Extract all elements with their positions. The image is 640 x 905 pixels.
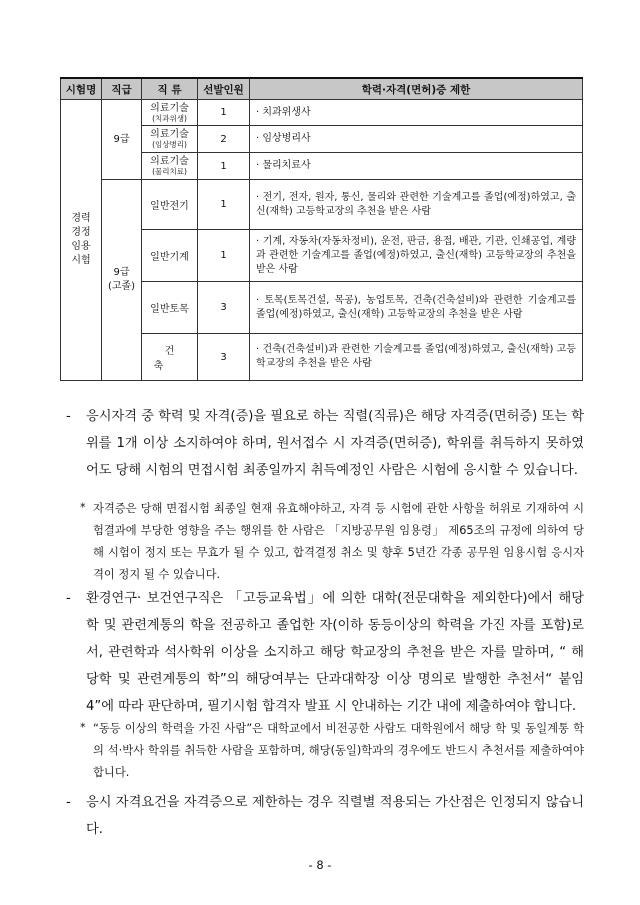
bullet-dash: - (66, 795, 71, 810)
grade-cell: 9급 (102, 100, 142, 180)
header-exam-name: 시험명 (61, 78, 102, 100)
job-label: 의료기술 (150, 156, 189, 167)
job-sub-label: (물리치료) (152, 167, 187, 176)
paragraph-qualification (66, 403, 584, 484)
exam-name-cell: 경력 경정 임용 시험 (61, 100, 102, 381)
note-asterisk: * (80, 721, 86, 734)
table-header-row (61, 78, 583, 100)
header-count: 선발인원 (198, 78, 250, 100)
requirement-cell: · 치과위생사 (250, 100, 583, 126)
job-label: 건 축 (153, 346, 197, 372)
paragraph-text: 응시 자격요건을 자격증으로 제한하는 경우 직렬별 적용되는 가산점은 인정되지 않습니다. (86, 795, 584, 837)
note-certificate (80, 498, 584, 586)
job-cell (142, 126, 198, 153)
requirement-cell: · 물리치료사 (250, 153, 583, 180)
job-cell (142, 334, 198, 381)
job-sub-label: (치과위생) (152, 113, 187, 123)
qualification-table (60, 77, 583, 381)
note-text: 자격증은 당해 면접시험 최종일 현재 유효해야하고, 자격 등 시험에 관한 사항을 허위로 기재하여 시험결과에 부당한 영향을 주는 행위를 한 사람은 「지방공무원 임용령」 제65조의 규정에 의하여 당해 시험이 정지 또는 무효가 될 수 있고, 합격결정 취소 및 향후 5년간 각종 공무원 임용시험 응시자격이 정지 될 수 있습니다. (93, 502, 584, 581)
header-job: 직 류 (142, 78, 198, 100)
paragraph-research (66, 585, 584, 720)
page-number: - 8 - (308, 858, 332, 872)
count-cell: 1 (198, 153, 250, 180)
bullet-dash: - (66, 591, 71, 606)
count-cell: 3 (198, 334, 250, 381)
count-cell: 1 (198, 230, 250, 282)
requirement-cell: · 토목(토목건설, 목공), 농업토목, 건축(건축설비)와 관련한 기술계고를 졸업(예정)하였고, 출신(재학) 고등학교장의 추천을 받은 사람 (250, 282, 583, 334)
note-text: “동등 이상의 학력을 가진 사람”은 대학교에서 비전공한 사람도 대학원에서 해당 학 및 동일계통 학의 석·박사 학위를 취득한 사람을 포함하며, 해당(동일)학과의 경우에도 반드시 추천서를 제출하여야 합니다. (93, 722, 584, 779)
header-grade: 직급 (102, 78, 142, 100)
count-cell: 1 (198, 180, 250, 230)
note-equivalent (80, 718, 584, 784)
paragraph-text: 응시자격 중 학력 및 자격(증)을 필요로 하는 직렬(직류)은 해당 자격증(면허증) 또는 학위를 1개 이상 소지하여야 하며, 원서접수 시 자격증(면허증), 학위를 취득하지 못하였어도 당해 시험의 면접시험 최종일까지 취득예정인 사람은 시험에 응시할 수 있습니다. (86, 409, 584, 478)
bullet-dash: - (66, 409, 71, 424)
paragraph-bonus (66, 789, 584, 843)
table-row (61, 100, 583, 126)
count-cell: 3 (198, 282, 250, 334)
grade-cell: 9급 (고졸) (102, 180, 142, 381)
job-label: 의료기술 (150, 102, 189, 114)
job-cell: 일반토목 (142, 282, 198, 334)
count-cell: 2 (198, 126, 250, 153)
job-cell (142, 153, 198, 180)
job-label: 의료기술 (150, 129, 189, 140)
paragraph-text: 환경연구· 보건연구직은 「고등교육법」에 의한 대학(전문대학을 제외한다)에서 해당학 및 관련계통의 학을 전공하고 졸업한 자(이하 동등이상의 학력을 가진 자를 포함)로서, 관련학과 석사학위 이상을 소지하고 해당 학교장의 추천을 받은 자를 말하며, “ 해당학 및 관련계통의 학”의 해당여부는 단과대학장 이상 명의로 발행한 추천서“ 붙임 4”에 따라 판단하며, 필기시험 합격자 발표 시 안내하는 기간 내에 제출하여야 합니다. (86, 591, 584, 714)
note-asterisk: * (80, 501, 86, 514)
table-row (61, 180, 583, 230)
job-sub-label: (임상병리) (152, 140, 187, 149)
requirement-cell: · 임상병리사 (250, 126, 583, 153)
requirement-cell: · 전기, 전자, 원자, 통신, 물리와 관련한 기술계고를 졸업(예정)하였고, 출신(재학) 고등학교장의 추천을 받은 사람 (250, 180, 583, 230)
requirement-cell: · 기계, 자동차(자동차정비), 운전, 판금, 용접, 배관, 기관, 인쇄공업, 계량과 관련한 기술계고를 졸업(예정)하였고, 출신(재학) 고등학교장의 추천을 받은 사람 (250, 230, 583, 282)
header-requirement: 학력·자격(면허)증 제한 (250, 78, 583, 100)
job-cell: 일반전기 (142, 180, 198, 230)
requirement-cell: · 건축(건축설비)과 관련한 기술계고를 졸업(예정)하였고, 출신(재학) 고등학교장의 추천을 받은 사람 (250, 334, 583, 381)
job-cell: 일반기계 (142, 230, 198, 282)
job-cell (142, 100, 198, 126)
count-cell: 1 (198, 100, 250, 126)
